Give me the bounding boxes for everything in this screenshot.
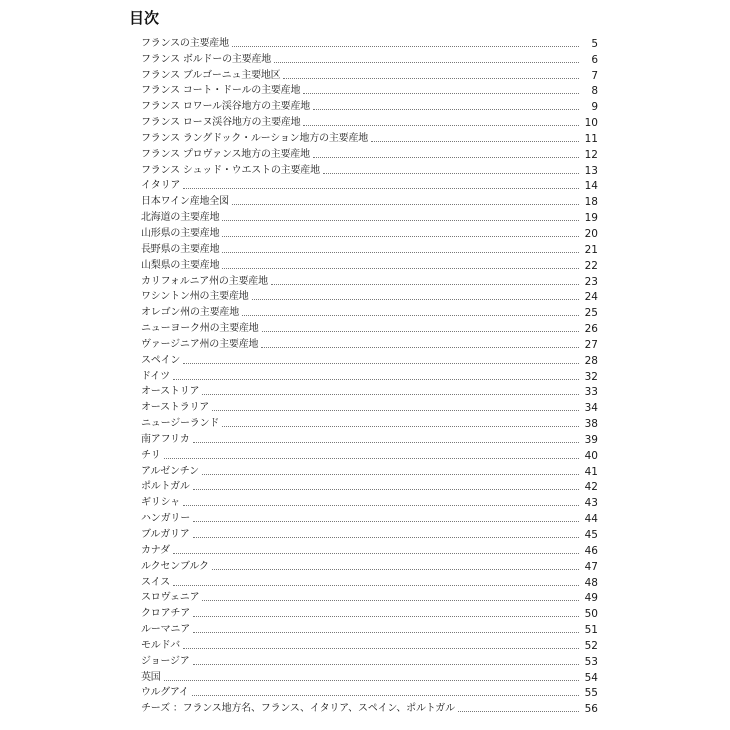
toc-entry-page-number: 56 — [584, 703, 598, 716]
table-of-contents — [141, 34, 598, 715]
toc-entry-title: モルドバ — [141, 639, 180, 651]
toc-entry-title: 南アフリカ — [141, 433, 190, 445]
dot-leader — [193, 521, 579, 522]
dot-leader — [193, 537, 579, 538]
dot-leader — [164, 680, 579, 681]
toc-entry-page-number: 55 — [584, 687, 598, 700]
toc-entry-title: フランス プロヴァンス地方の主要産地 — [141, 148, 310, 160]
toc-entry — [141, 272, 598, 288]
toc-entry-title: フランス ラングドック・ルーション地方の主要産地 — [141, 132, 369, 144]
toc-entry — [141, 620, 598, 636]
toc-entry-page-number: 34 — [584, 402, 598, 415]
toc-entry-page-number: 45 — [584, 529, 598, 541]
toc-entry — [141, 509, 598, 525]
toc-entry-page-number: 21 — [584, 243, 598, 256]
toc-entry-page-number: 40 — [584, 449, 598, 462]
toc-entry-title: スロヴェニア — [141, 592, 200, 604]
toc-entry — [141, 224, 598, 240]
toc-entry-page-number: 28 — [584, 354, 598, 367]
dot-leader — [173, 585, 579, 586]
toc-entry-title: チーズ ：フランス地方名、フランス、イタリア、スペイン、ポルトガル — [141, 703, 455, 715]
dot-leader — [323, 173, 579, 174]
toc-entry-page-number: 50 — [584, 608, 598, 621]
toc-entry-title: フランスの主要産地 — [141, 37, 229, 49]
dot-leader — [303, 93, 579, 94]
toc-entry — [141, 129, 598, 145]
toc-entry-page-number: 22 — [584, 259, 598, 272]
dot-leader — [232, 46, 579, 47]
toc-entry-title: フランス ボルドーの主要産地 — [141, 53, 272, 65]
dot-leader — [202, 474, 579, 475]
toc-entry — [141, 319, 598, 335]
toc-entry-page-number: 54 — [584, 671, 598, 684]
toc-entry — [141, 113, 598, 129]
toc-entry-page-number: 12 — [584, 148, 598, 161]
toc-entry-title: チリ — [141, 449, 161, 461]
toc-entry — [141, 240, 598, 256]
toc-entry-page-number: 7 — [591, 69, 598, 82]
toc-entry-title: フランス ロワール渓谷地方の主要産地 — [141, 101, 311, 113]
dot-leader — [303, 125, 579, 126]
toc-entry — [141, 34, 598, 50]
toc-entry-title: フランス コート・ドールの主要産地 — [141, 85, 301, 97]
toc-entry — [141, 351, 598, 367]
dot-leader — [183, 363, 579, 364]
toc-entry-title: クロアチア — [141, 608, 190, 620]
toc-entry-title: 山梨県の主要産地 — [141, 259, 220, 271]
toc-entry — [141, 636, 598, 652]
toc-entry-title: フランス シュッド・ウエストの主要産地 — [141, 164, 320, 176]
toc-entry-title: ワシントン州の主要産地 — [141, 291, 249, 303]
toc-entry-page-number: 8 — [591, 85, 598, 98]
toc-entry — [141, 192, 598, 208]
dot-leader — [183, 505, 579, 506]
toc-entry-title: スペイン — [141, 354, 181, 366]
dot-leader — [274, 62, 579, 63]
toc-entry-page-number: 32 — [584, 370, 598, 383]
dot-leader — [173, 379, 579, 380]
toc-entry-page-number: 18 — [584, 196, 598, 209]
dot-leader — [313, 109, 579, 110]
toc-entry-page-number: 14 — [584, 180, 598, 193]
toc-entry — [141, 430, 598, 446]
toc-entry — [141, 684, 598, 700]
dot-leader — [262, 331, 579, 332]
toc-entry-page-number: 51 — [584, 624, 598, 637]
toc-entry-page-number: 43 — [584, 497, 598, 510]
dot-leader — [193, 632, 579, 633]
dot-leader — [202, 600, 579, 601]
toc-entry-title: カナダ — [141, 544, 170, 556]
toc-entry-title: ルクセンブルク — [141, 560, 209, 572]
toc-entry-page-number: 11 — [584, 132, 598, 145]
dot-leader — [222, 268, 579, 269]
toc-entry-title: ハンガリー — [141, 513, 190, 525]
dot-leader — [222, 252, 579, 253]
toc-entry — [141, 82, 598, 98]
toc-entry-title: ウルグアイ — [141, 687, 189, 699]
dot-leader — [458, 711, 579, 712]
toc-entry-title: ブルガリア — [141, 529, 190, 540]
dot-leader — [193, 616, 579, 617]
toc-entry — [141, 573, 598, 589]
page-title: 目次 — [129, 9, 160, 27]
toc-entry-page-number: 6 — [591, 53, 598, 66]
dot-leader — [193, 664, 579, 665]
toc-entry-page-number: 10 — [584, 117, 598, 130]
toc-entry — [141, 161, 598, 177]
toc-entry-page-number: 52 — [584, 639, 598, 652]
toc-entry-title: イタリア — [141, 180, 181, 192]
dot-leader — [283, 78, 579, 79]
toc-entry-page-number: 27 — [584, 338, 598, 351]
dot-leader — [212, 410, 579, 411]
toc-entry — [141, 557, 598, 573]
toc-entry-page-number: 41 — [584, 465, 598, 478]
toc-entry — [141, 383, 598, 399]
dot-leader — [261, 347, 579, 348]
toc-entry-title: フランス ブルゴーニュ主要地区 — [141, 69, 281, 81]
dot-leader — [232, 204, 579, 205]
toc-entry — [141, 50, 598, 66]
toc-entry-title: アルゼンチン — [141, 465, 199, 477]
toc-entry — [141, 208, 598, 224]
dot-leader — [222, 236, 579, 237]
toc-entry-title: オーストリア — [141, 386, 200, 398]
toc-entry — [141, 478, 598, 494]
toc-entry — [141, 493, 598, 509]
toc-entry-page-number: 47 — [584, 560, 598, 573]
toc-entry-title: オーストラリア — [141, 402, 210, 414]
dot-leader — [192, 695, 579, 696]
toc-entry — [141, 604, 598, 620]
toc-entry-page-number: 42 — [584, 481, 598, 494]
toc-entry-page-number: 53 — [584, 655, 598, 668]
toc-entry-title: ヴァージニア州の主要産地 — [141, 338, 259, 350]
toc-entry — [141, 668, 598, 684]
toc-entry — [141, 414, 598, 430]
toc-entry-page-number: 9 — [591, 101, 598, 114]
toc-entry-page-number: 13 — [584, 164, 598, 177]
toc-entry — [141, 97, 598, 113]
toc-entry — [141, 541, 598, 557]
dot-leader — [212, 569, 579, 570]
toc-entry-title: ジョージア — [141, 655, 190, 667]
toc-entry-title: ポルトガル — [141, 481, 190, 493]
toc-entry — [141, 256, 598, 272]
toc-entry-title: ニューヨーク州の主要産地 — [141, 323, 259, 335]
toc-entry — [141, 462, 598, 478]
toc-entry — [141, 589, 598, 605]
dot-leader — [173, 553, 579, 554]
toc-entry — [141, 525, 598, 541]
dot-leader — [222, 220, 579, 221]
dot-leader — [183, 648, 579, 649]
toc-entry-title: フランス ローヌ渓谷地方の主要産地 — [141, 117, 301, 129]
dot-leader — [271, 284, 579, 285]
toc-entry-page-number: 20 — [584, 227, 598, 240]
toc-entry-page-number: 5 — [591, 37, 598, 50]
toc-entry-title: オレゴン州の主要産地 — [141, 307, 239, 319]
toc-entry — [141, 66, 598, 82]
toc-entry-page-number: 23 — [584, 275, 598, 288]
toc-entry-page-number: 48 — [584, 576, 598, 589]
toc-entry-title: 山形県の主要産地 — [141, 227, 220, 239]
toc-entry-page-number: 38 — [584, 418, 598, 431]
toc-entry — [141, 398, 598, 414]
toc-entry-title: ニュージーランド — [141, 418, 220, 430]
dot-leader — [313, 157, 579, 158]
toc-entry-page-number: 26 — [584, 323, 598, 336]
toc-entry — [141, 699, 598, 715]
toc-entry-page-number: 49 — [584, 592, 598, 605]
toc-entry-page-number: 19 — [584, 212, 598, 225]
dot-leader — [164, 458, 579, 459]
toc-entry-title: ルーマニア — [141, 624, 190, 636]
toc-entry-page-number: 39 — [584, 433, 598, 446]
toc-entry-page-number: 24 — [584, 291, 598, 304]
toc-entry — [141, 652, 598, 668]
dot-leader — [183, 188, 579, 189]
toc-entry-page-number: 44 — [584, 513, 598, 526]
toc-entry-page-number: 46 — [584, 544, 598, 557]
toc-entry-page-number: 25 — [584, 307, 598, 320]
toc-entry-title: カリフォルニア州の主要産地 — [141, 275, 268, 287]
toc-entry — [141, 288, 598, 304]
toc-entry-page-number: 33 — [584, 386, 598, 399]
toc-entry — [141, 335, 598, 351]
dot-leader — [242, 315, 579, 316]
toc-entry — [141, 446, 598, 462]
dot-leader — [202, 394, 579, 395]
toc-entry-title: 北海道の主要産地 — [141, 212, 220, 224]
toc-entry — [141, 303, 598, 319]
toc-entry-title: ギリシャ — [141, 497, 180, 509]
toc-entry-title: ドイツ — [141, 370, 170, 382]
dot-leader — [371, 141, 579, 142]
dot-leader — [193, 489, 579, 490]
toc-entry — [141, 145, 598, 161]
toc-entry-title: 日本ワイン産地全図 — [141, 196, 229, 208]
toc-entry — [141, 177, 598, 193]
toc-entry-title: 長野県の主要産地 — [141, 243, 220, 255]
toc-entry — [141, 367, 598, 383]
toc-entry-title: 英国 — [141, 671, 161, 683]
toc-entry-title: スイス — [141, 576, 171, 588]
dot-leader — [193, 442, 580, 443]
dot-leader — [222, 426, 579, 427]
dot-leader — [252, 299, 579, 300]
